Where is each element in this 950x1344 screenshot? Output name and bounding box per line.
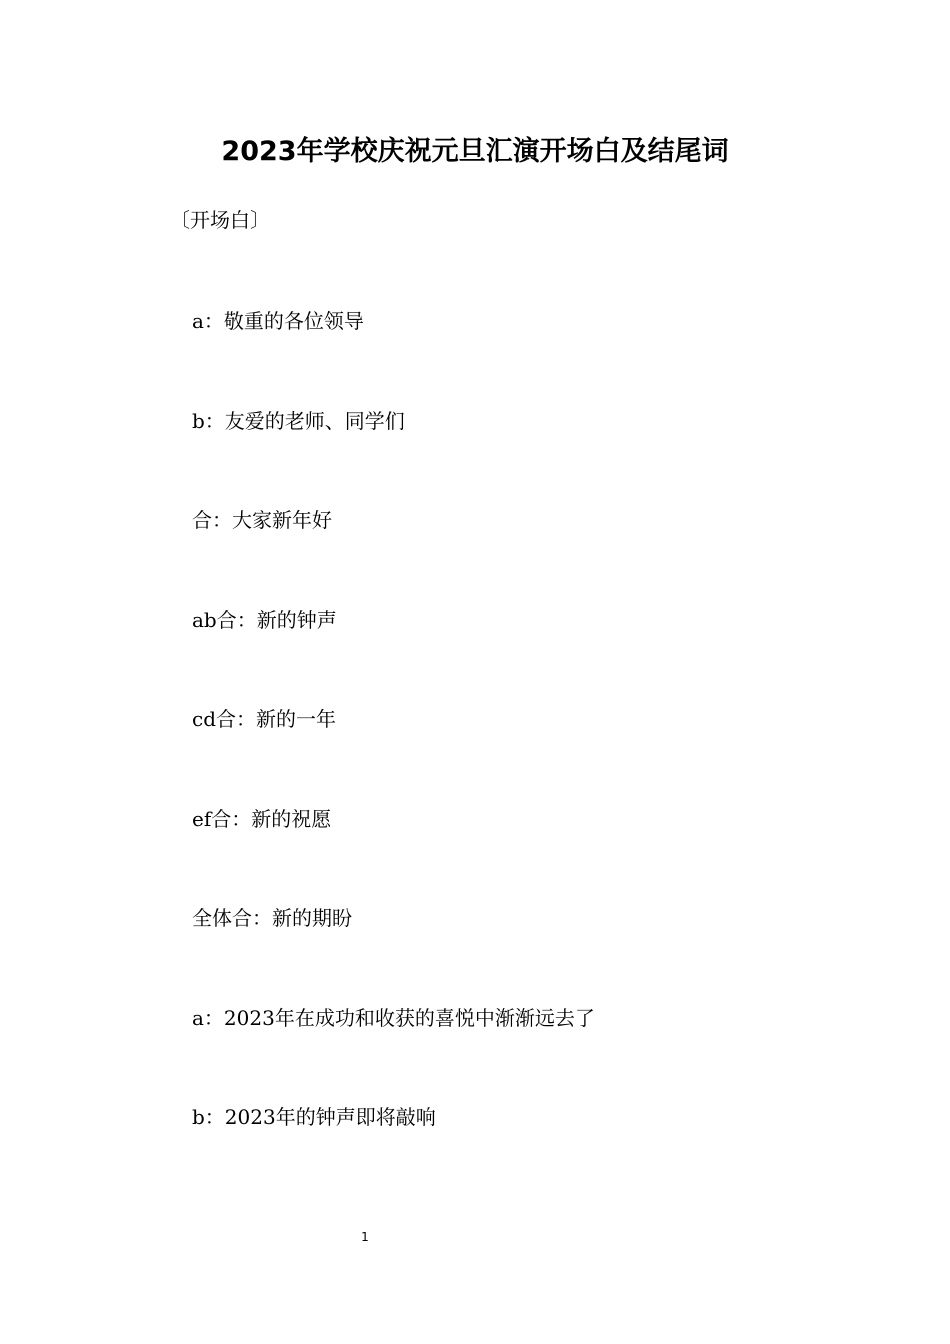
page-title: 2023年学校庆祝元旦汇演开场白及结尾词: [221, 136, 729, 167]
script-line: a：2023年在成功和收获的喜悦中渐渐远去了: [192, 1005, 595, 1030]
script-line: a：敬重的各位领导: [192, 309, 364, 333]
script-line: ab合：新的钟声: [192, 607, 337, 632]
script-line: 合：大家新年好: [192, 508, 332, 532]
script-line: cd合：新的一年: [192, 707, 337, 731]
section-heading: 〔开场白〕: [170, 208, 270, 232]
script-line: ef合：新的祝愿: [192, 806, 332, 831]
page-number: 1: [361, 1230, 369, 1244]
script-line: b：2023年的钟声即将敲响: [192, 1105, 436, 1129]
script-line: b：友爱的老师、同学们: [192, 408, 405, 433]
script-line: 全体合：新的期盼: [192, 906, 352, 930]
script-lines: [192, 304, 892, 1200]
